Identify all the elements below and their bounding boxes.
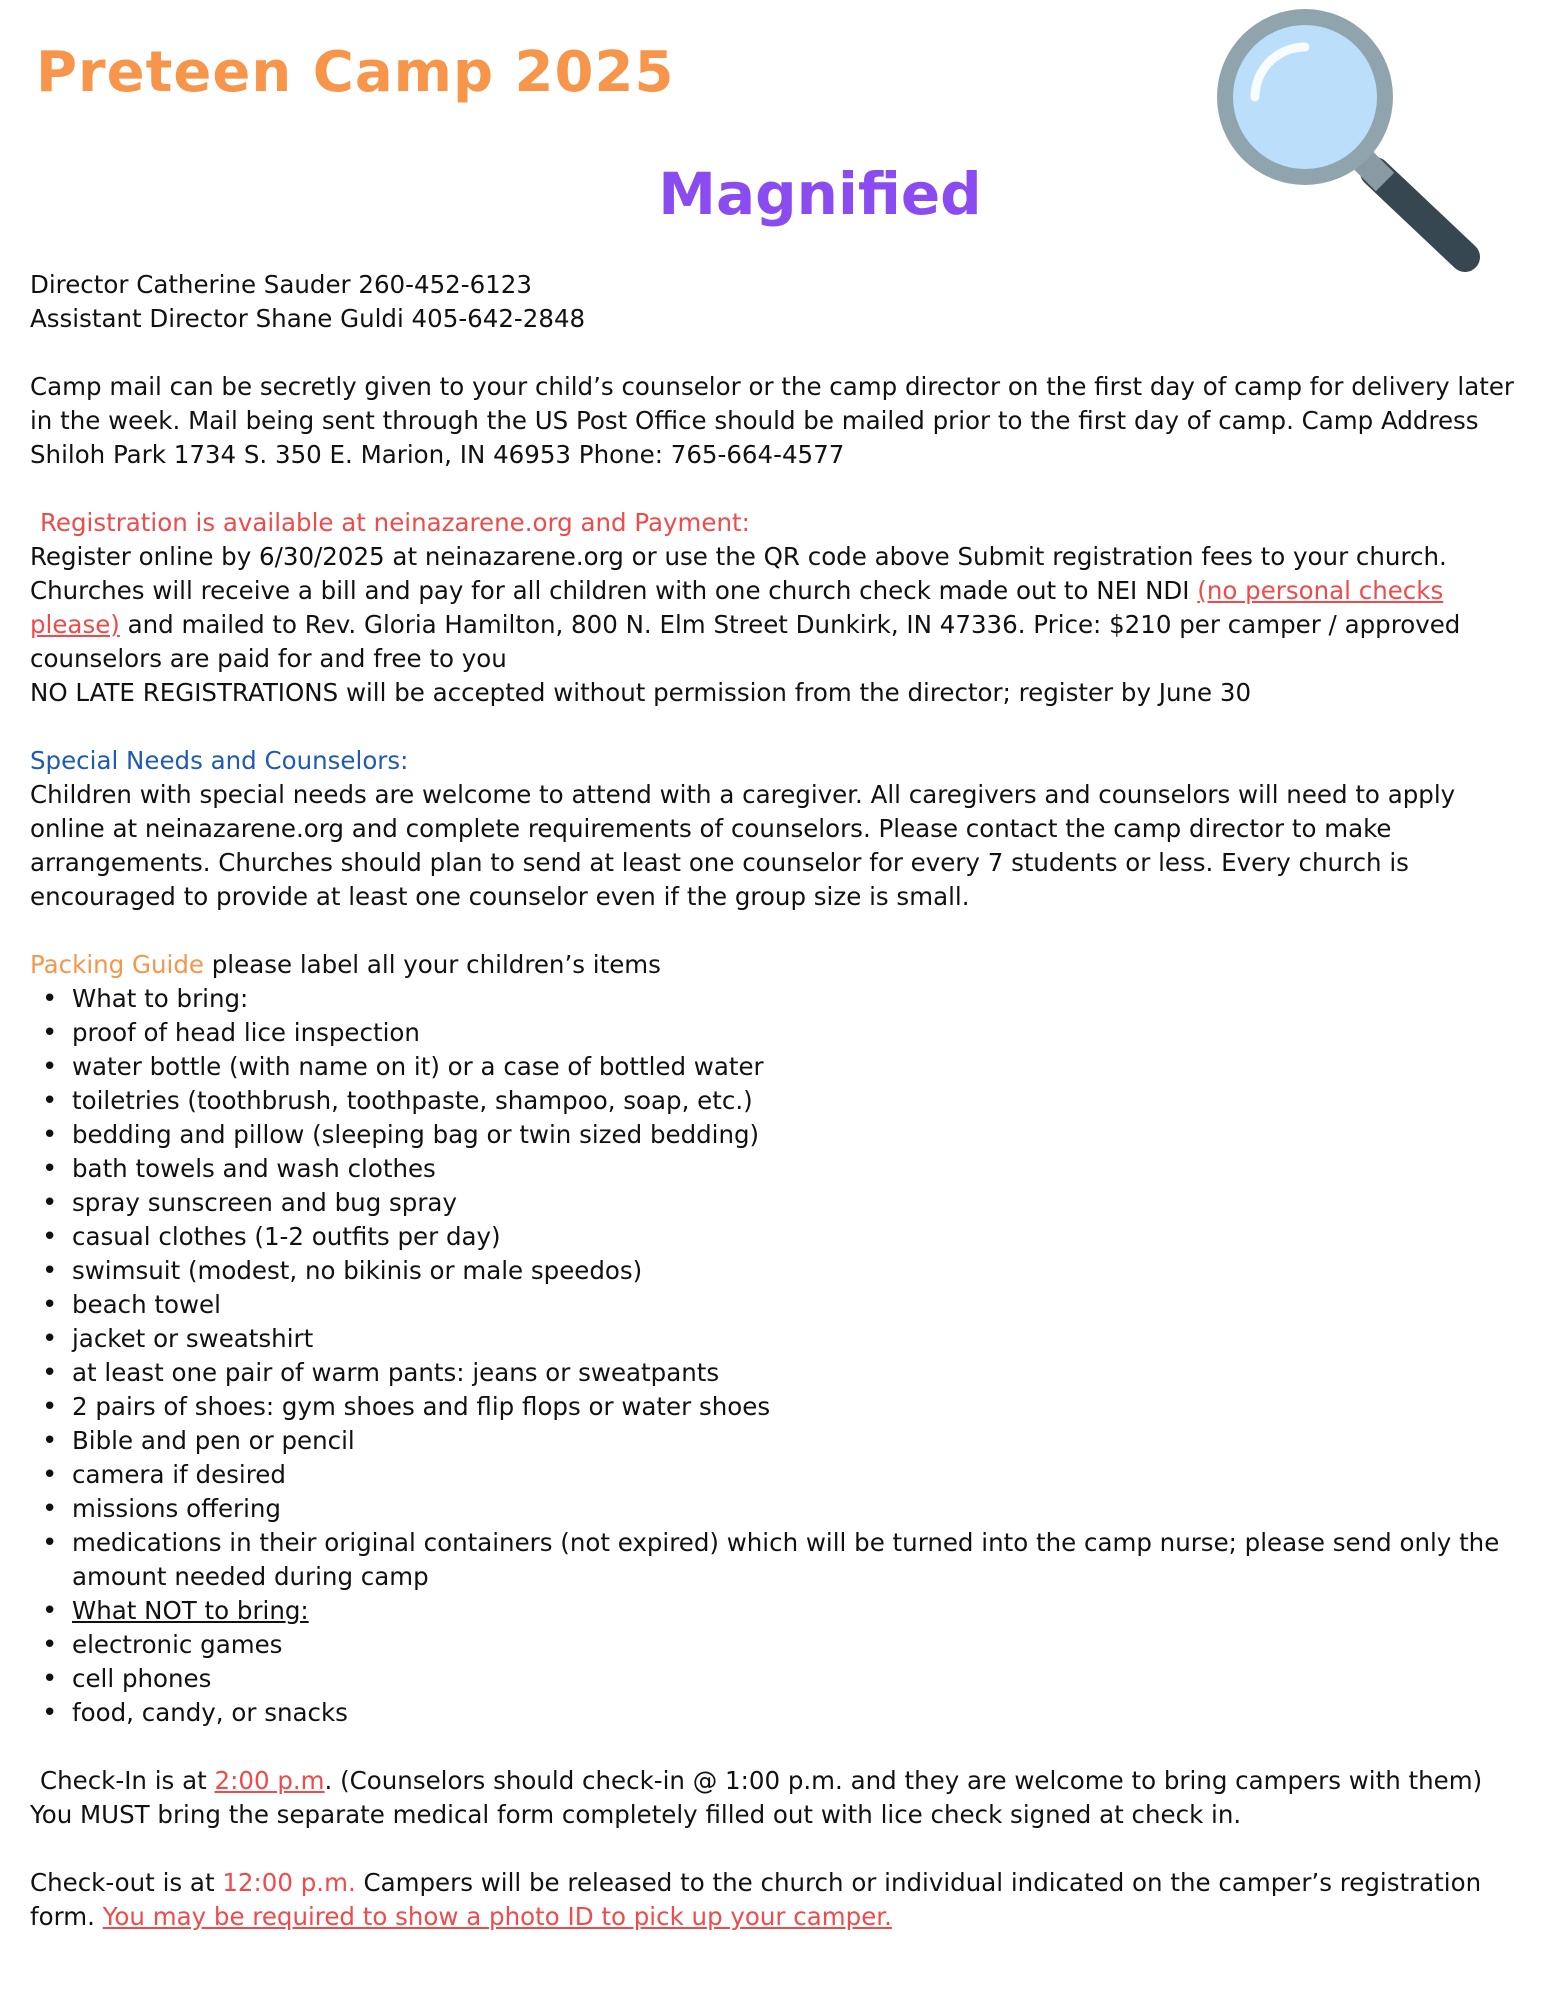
packing-guide-subheading: please label all your children’s items (203, 950, 661, 979)
page-title: Preteen Camp 2025 (36, 40, 675, 105)
what-not-to-bring-label: • What NOT to bring: (30, 1594, 1520, 1628)
checkout-prefix: Check-out is at (30, 1868, 223, 1897)
no-personal-checks-note: (no personal checks please) (30, 576, 1444, 639)
special-needs-paragraph: Children with special needs are welcome to attend with a caregiver. All caregivers and counselors will need to apply online at neinazarene.org and complete requirements of counselors. Please contact the camp director to make arrangements. Churches should plan to send at least one counselor for every 7 students or less. Every church is encouraged to provide at least one counselor even if the group size is small. (30, 780, 1456, 911)
checkout-suffix: Campers will be released to the church or individual indicated on the camper’s registration form. (30, 1868, 1482, 1931)
packing-guide-label: Packing Guide (30, 950, 204, 979)
list-item: • bedding and pillow (sleeping bag or twin sized bedding) (30, 1118, 1520, 1152)
registration-text-b: and mailed to Rev. Gloria Hamilton, 800 N. Elm Street Dunkirk, IN 47336. Price: $210 per camper / approved counselors are paid for and free to you (30, 610, 1461, 673)
list-item: • casual clothes (1-2 outfits per day) (30, 1220, 1520, 1254)
checkin-suffix: . (Counselors should check-in @ 1:00 p.m. and they are welcome to bring campers with them) (324, 1766, 1483, 1795)
what-to-bring-label: • What to bring: (30, 982, 1520, 1016)
list-item: • jacket or sweatshirt (30, 1322, 1520, 1356)
list-item: • missions offering (30, 1492, 1520, 1526)
registration-heading: Registration is available at neinazarene.org and Payment: (40, 508, 750, 537)
document-body (30, 268, 1520, 1934)
list-item: • 2 pairs of shoes: gym shoes and flip flops or water shoes (30, 1390, 1520, 1424)
list-item: • Bible and pen or pencil (30, 1424, 1520, 1458)
checkin-time: 2:00 p.m (214, 1766, 325, 1795)
registration-paragraph (30, 540, 1520, 676)
list-item: • toiletries (toothbrush, toothpaste, shampoo, soap, etc.) (30, 1084, 1520, 1118)
list-item: • food, candy, or snacks (30, 1696, 1520, 1730)
list-item: • spray sunscreen and bug spray (30, 1186, 1520, 1220)
medical-form-notice: You MUST bring the separate medical form completely filled out with lice check signed at check in. (30, 1800, 1242, 1829)
list-item: • beach towel (30, 1288, 1520, 1322)
list-item: • medications in their original containers (not expired) which will be turned into the camp nurse; please send only the amount needed during camp (30, 1526, 1520, 1594)
list-item: • bath towels and wash clothes (30, 1152, 1520, 1186)
packing-guide-heading (30, 948, 1520, 982)
list-item: • camera if desired (30, 1458, 1520, 1492)
director-contact: Director Catherine Sauder 260-452-6123 (30, 270, 532, 299)
checkin-paragraph (30, 1764, 1520, 1798)
list-item: • water bottle (with name on it) or a case of bottled water (30, 1050, 1520, 1084)
theme-title: Magnified (658, 160, 982, 228)
list-item: • electronic games (30, 1628, 1520, 1662)
list-item: • swimsuit (modest, no bikinis or male speedos) (30, 1254, 1520, 1288)
photo-id-notice: You may be required to show a photo ID to pick up your camper. (102, 1902, 892, 1931)
special-needs-heading: Special Needs and Counselors: (30, 746, 409, 775)
registration-text-a: Register online by 6/30/2025 at neinazarene.org or use the QR code above Submit registration fees to your church. Churches will receive a bill and pay for all children with one church check made out to NEI NDI (30, 542, 1447, 605)
list-item: • proof of head lice inspection (30, 1016, 1520, 1050)
checkout-time: 12:00 p.m. (222, 1868, 356, 1897)
late-registration-notice: NO LATE REGISTRATIONS will be accepted without permission from the director; register by June 30 (30, 678, 1252, 707)
camp-mail-paragraph: Camp mail can be secretly given to your child’s counselor or the camp director on the first day of camp for delivery later in the week. Mail being sent through the US Post Office should be mailed prior to the first day of camp. Camp Address Shiloh Park 1734 S. 350 E. Marion, IN 46953 Phone: 765-664-4577 (30, 372, 1515, 469)
magnifying-glass-icon (1200, 2, 1490, 282)
list-item: • at least one pair of warm pants: jeans or sweatpants (30, 1356, 1520, 1390)
checkin-prefix: Check-In is at (40, 1766, 215, 1795)
assistant-director-contact: Assistant Director Shane Guldi 405-642-2848 (30, 304, 586, 333)
list-item: • cell phones (30, 1662, 1520, 1696)
checkout-paragraph (30, 1866, 1520, 1934)
packing-list (30, 982, 1520, 1730)
